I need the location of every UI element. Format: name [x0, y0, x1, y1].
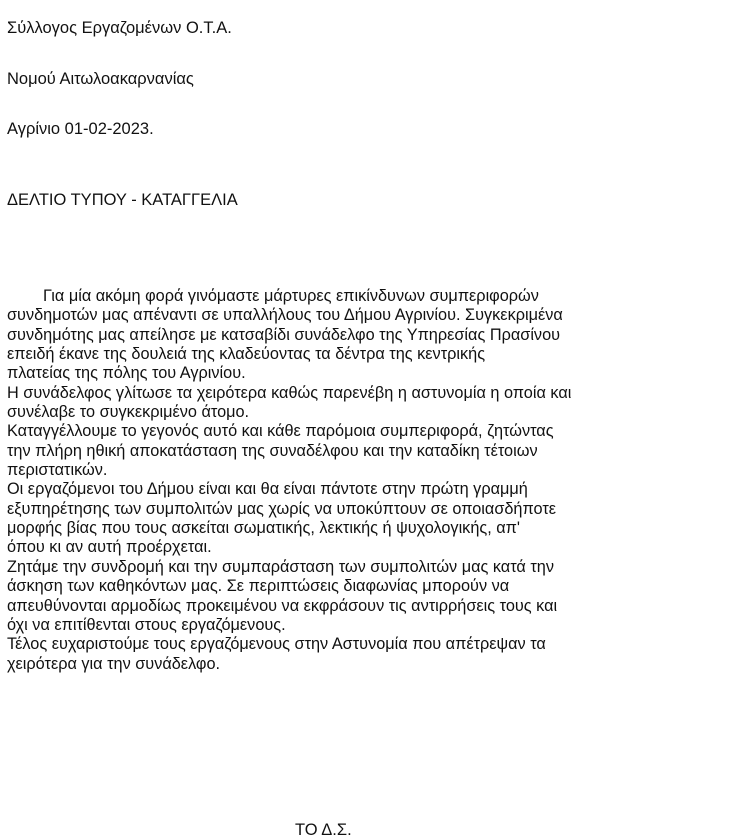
body-line: συνδημότης μας απείλησε με κατσαβίδι συνάδελφο της Υπηρεσίας Πρασίνου [7, 325, 561, 344]
body-line: άσκηση των καθηκόντων μας. Σε περιπτώσεις διαφωνίας μπορούν να [7, 577, 510, 596]
body-line: Η συνάδελφος γλίτωσε τα χειρότερα καθώς παρενέβη η αστυνομία η οποία και [7, 383, 572, 402]
body-line: πλατείας της πόλης του Αγρινίου. [7, 364, 246, 383]
body-line: Ζητάμε την συνδρομή και την συμπαράσταση των συμπολιτών μας κατά την [7, 557, 554, 576]
organization-region: Νομού Αιτωλοακαρνανίας [7, 70, 194, 88]
body-line: εξυπηρέτησης των συμπολιτών μας χωρίς να υποκύπτουν σε οποιασδήποτε [7, 499, 557, 518]
body-line: απευθύνονται αρμοδίως προκειμένου να εκφράσουν τις αντιρρήσεις τους και [7, 596, 558, 615]
body-line: όχι να επιτίθενται στους εργαζόμενους. [7, 615, 286, 634]
paragraph-employees [7, 480, 745, 557]
body-line: επειδή έκανε της δουλειά της κλαδεύοντας τα δέντρα της κεντρικής [7, 345, 486, 364]
body-line: συνέλαβε το συγκεκριμένο άτομο. [7, 403, 250, 422]
document-title: ΔΕΛΤΙΟ ΤΥΠΟΥ - ΚΑΤΑΓΓΕΛΙΑ [7, 191, 238, 209]
press-release-body [7, 287, 745, 674]
body-line: Οι εργαζόμενοι του Δήμου είναι και θα είναι πάντοτε στην πρώτη γραμμή [7, 480, 528, 499]
body-line: Καταγγέλλουμε το γεγονός αυτό και κάθε παρόμοια συμπεριφορά, ζητώντας [7, 422, 554, 441]
signature: ΤΟ Δ.Σ. [295, 821, 352, 839]
paragraph-police [7, 384, 745, 423]
body-line: Τέλος ευχαριστούμε τους εργαζόμενους στην Αστυνομία που απέτρεψαν τα [7, 635, 546, 654]
body-line: συνδημοτών μας απέναντι σε υπαλλήλους του Δήμου Αγρινίου. Συγκεκριμένα [7, 306, 563, 325]
body-line: όπου κι αν αυτή προέρχεται. [7, 538, 212, 557]
place-and-date: Αγρίνιο 01-02-2023. [7, 120, 154, 138]
paragraph-request [7, 558, 745, 635]
organization-name: Σύλλογος Εργαζομένων Ο.Τ.Α. [7, 19, 232, 37]
paragraph-condemnation [7, 422, 745, 480]
body-line: την πλήρη ηθική αποκατάσταση της συναδέλφου και την καταδίκη τέτοιων [7, 441, 538, 460]
paragraph-thanks [7, 635, 745, 674]
body-line: περιστατικών. [7, 461, 108, 480]
body-line: μορφής βίας που τους ασκείται σωματικής, λεκτικής ή ψυχολογικής, απ' [7, 519, 521, 538]
body-line: Για μία ακόμη φορά γινόμαστε μάρτυρες επικίνδυνων συμπεριφορών [43, 287, 539, 305]
body-line: χειρότερα για την συνάδελφο. [7, 654, 221, 673]
paragraph-incident [7, 287, 745, 384]
